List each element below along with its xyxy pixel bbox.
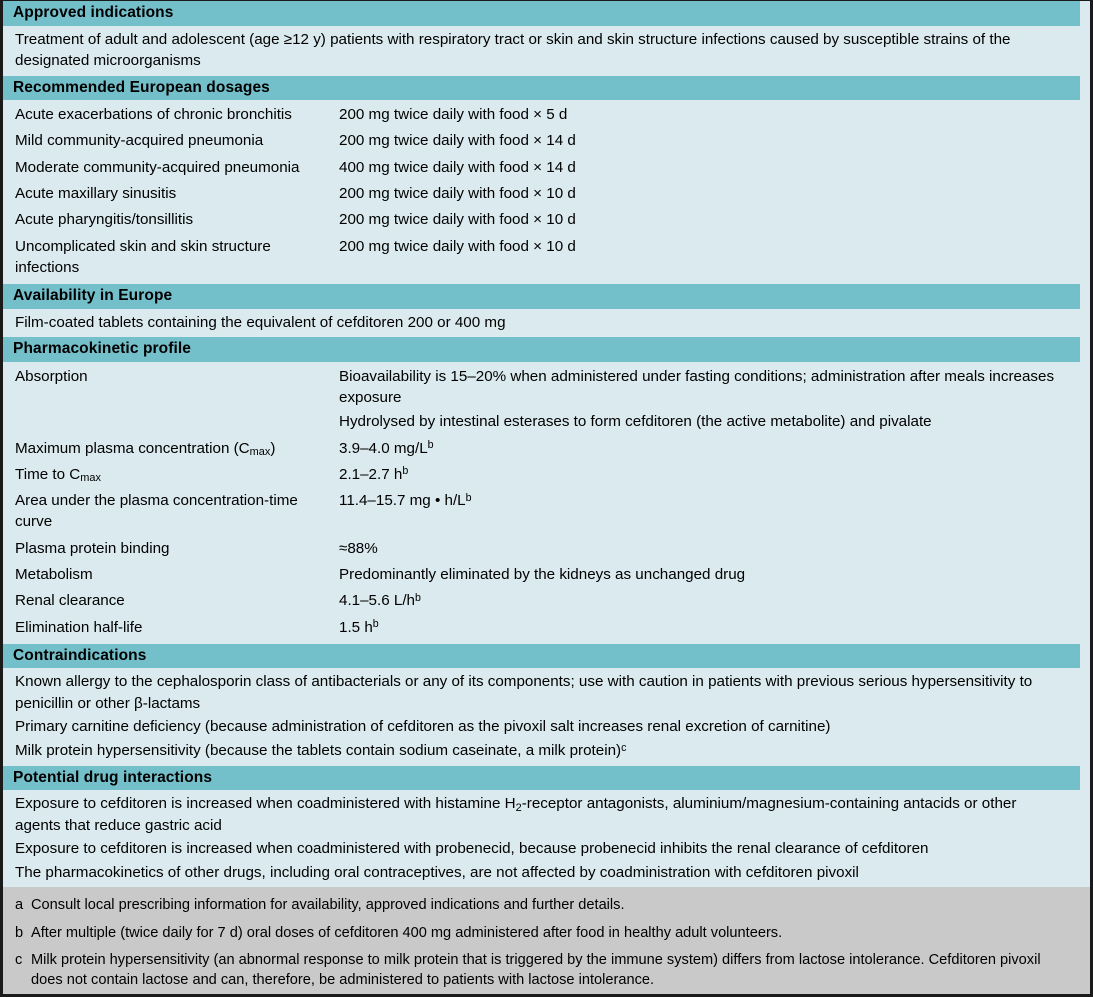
footnote-text: Consult local prescribing information for availability, approved indications and further details. (31, 897, 625, 914)
dosage-indication-label: Acute pharyngitis/tonsillitis (15, 211, 194, 229)
pk-parameter-label: Plasma protein binding (15, 539, 170, 557)
pk-parameter-label: Area under the plasma concentration-time curve (15, 492, 298, 531)
footnote-item (15, 950, 1078, 990)
section-header-approved-indications: Approved indications (3, 1, 1080, 26)
pk-parameter-value: 3.9–4.0 $mg/L^b$ (339, 439, 434, 457)
footnote-item (15, 895, 1078, 915)
section-potential-drug-interactions (3, 766, 1090, 888)
dosage-regimen-value: 400 mg twice daily with food × 14 d (339, 158, 576, 176)
pk-value-line: Hydrolysed by intestinal esterases to form cefditoren (the active metabolite) and pivalate (339, 413, 932, 431)
footnote-item (15, 923, 1078, 943)
drug-interaction-item: Exposure to cefditoren is increased when coadministered with probenecid, because probenecid inhibits the renal clearance of cefditoren (15, 840, 929, 858)
footnote-marker: b (15, 924, 24, 941)
section-contraindications (3, 644, 1090, 766)
section-approved-indications (3, 1, 1090, 76)
table-row (13, 536, 1080, 562)
section-body-contraindications (3, 668, 1090, 765)
pk-value-line: Bioavailability is 15–20% when administered under fasting conditions; administration after meals increases exposure (339, 367, 1055, 406)
table-row (13, 462, 1080, 488)
pk-parameter-value: 11.4–15.7 mg • $h/L^b$ (339, 491, 472, 510)
availability-text: Film-coated tablets containing the equivalent of cefditoren 200 or 400 mg (15, 313, 506, 331)
table-row (13, 234, 1080, 282)
contraindication-item: Primary carnitine deficiency (because administration of cefditoren as the pivoxil salt increases renal excretion of carnitine) (15, 718, 831, 736)
dosage-indication-label: Uncomplicated skin and skin structure infections (15, 237, 271, 276)
contraindication-item: Known allergy to the cephalosporin class of antibacterials or any of its components; use with caution in patients with previous serious hypersensitivity to penicillin or other β-lactams (15, 673, 1033, 712)
section-body-potential-drug-interactions (3, 790, 1090, 887)
table-row (13, 155, 1080, 181)
section-availability-in-europe (3, 284, 1090, 337)
dosage-indication-label: Acute exacerbations of chronic bronchitis (15, 106, 292, 124)
section-body-recommended-european-dosages (3, 100, 1090, 284)
drug-interaction-item: Exposure to cefditoren is increased when coadministered with histamine $H_2$-receptor antagonists, aluminium/magnesium-containing antacids or other agents that reduce gastric acid (15, 795, 1017, 834)
contraindication-item: Milk protein hypersensitivity (because the tablets contain sodium caseinate, a milk protein)$^c$ (15, 741, 627, 760)
section-recommended-european-dosages (3, 76, 1090, 284)
pk-parameter-label: Renal clearance (15, 592, 125, 610)
table-row (13, 102, 1080, 128)
dosage-indication-label: Mild community-acquired pneumonia (15, 132, 264, 150)
section-body-approved-indications (3, 26, 1090, 76)
dosage-regimen-value: 200 mg twice daily with food × 10 d (339, 185, 576, 202)
footnote-text: Milk protein hypersensitivity (an abnormal response to milk protein that is triggered by the immune system) differs from lactose intolerance. Cefditoren pivoxil does not contain lactose and can, therefore, be administered to patients with lactose intolerance. (31, 951, 1041, 988)
dosage-indication-label: Acute maxillary sinusitis (15, 185, 177, 202)
table-row (13, 588, 1080, 614)
footnote-marker: a (15, 897, 24, 914)
table-row (13, 207, 1080, 233)
pk-parameter-value: Predominantly eliminated by the kidneys as unchanged drug (339, 565, 746, 583)
footnote-marker: c (15, 951, 23, 968)
section-header-availability-in-europe: Availability in Europe (3, 284, 1080, 309)
footnote-text: After multiple (twice daily for 7 d) oral doses of cefditoren 400 mg administered after food in healthy adult volunteers. (31, 924, 783, 941)
dosage-regimen-value: 200 mg twice daily with food × 5 d (339, 106, 568, 124)
table-row (13, 488, 1080, 536)
pk-parameter-value: ≈88% (339, 539, 378, 557)
table-row (13, 181, 1080, 207)
dosage-indication-label: Moderate community-acquired pneumonia (15, 158, 300, 176)
section-header-recommended-european-dosages: Recommended European dosages (3, 76, 1080, 101)
approved-indications-text: Treatment of adult and adolescent (age ≥12 y) patients with respiratory tract or skin and skin structure infections caused by susceptible strains of the designated microorganisms (15, 30, 1011, 70)
pk-parameter-label: Elimination half-life (15, 618, 143, 636)
dosage-regimen-value: 200 mg twice daily with food × 10 d (339, 237, 576, 255)
section-header-pharmacokinetic-profile: Pharmacokinetic profile (3, 337, 1080, 362)
table-row (13, 128, 1080, 154)
pk-parameter-label: Time to $C_{max}$ (15, 465, 101, 485)
pk-parameter-label: Maximum plasma concentration $(C_{max})$ (15, 439, 276, 458)
table-row (13, 562, 1080, 588)
pk-parameter-label: Absorption (15, 367, 88, 385)
pk-parameter-value: 1.5 $h^b$ (339, 618, 379, 636)
dosage-table (13, 102, 1080, 281)
pk-parameter-value: 2.1–2.7 $h^b$ (339, 465, 409, 483)
section-body-pharmacokinetic-profile (3, 362, 1090, 644)
table-row (13, 615, 1080, 641)
pk-parameter-label: Metabolism (15, 565, 93, 583)
footnotes-area (3, 887, 1090, 996)
section-header-potential-drug-interactions: Potential drug interactions (3, 766, 1080, 791)
section-header-contraindications: Contraindications (3, 644, 1080, 669)
dosage-regimen-value: 200 mg twice daily with food × 10 d (339, 211, 576, 229)
drug-interaction-item: The pharmacokinetics of other drugs, including oral contraceptives, are not affected by coadministration with cefditoren pivoxil (15, 863, 859, 881)
table-row (13, 436, 1080, 462)
pk-parameter-value (339, 364, 1080, 436)
table-row (13, 364, 1080, 436)
pharmacokinetic-table (13, 364, 1080, 641)
section-body-availability-in-europe (3, 309, 1090, 338)
section-pharmacokinetic-profile (3, 337, 1090, 644)
dosage-regimen-value: 200 mg twice daily with food × 14 d (339, 132, 576, 150)
pk-parameter-value: 4.1–5.6 $L/h^b$ (339, 591, 421, 610)
